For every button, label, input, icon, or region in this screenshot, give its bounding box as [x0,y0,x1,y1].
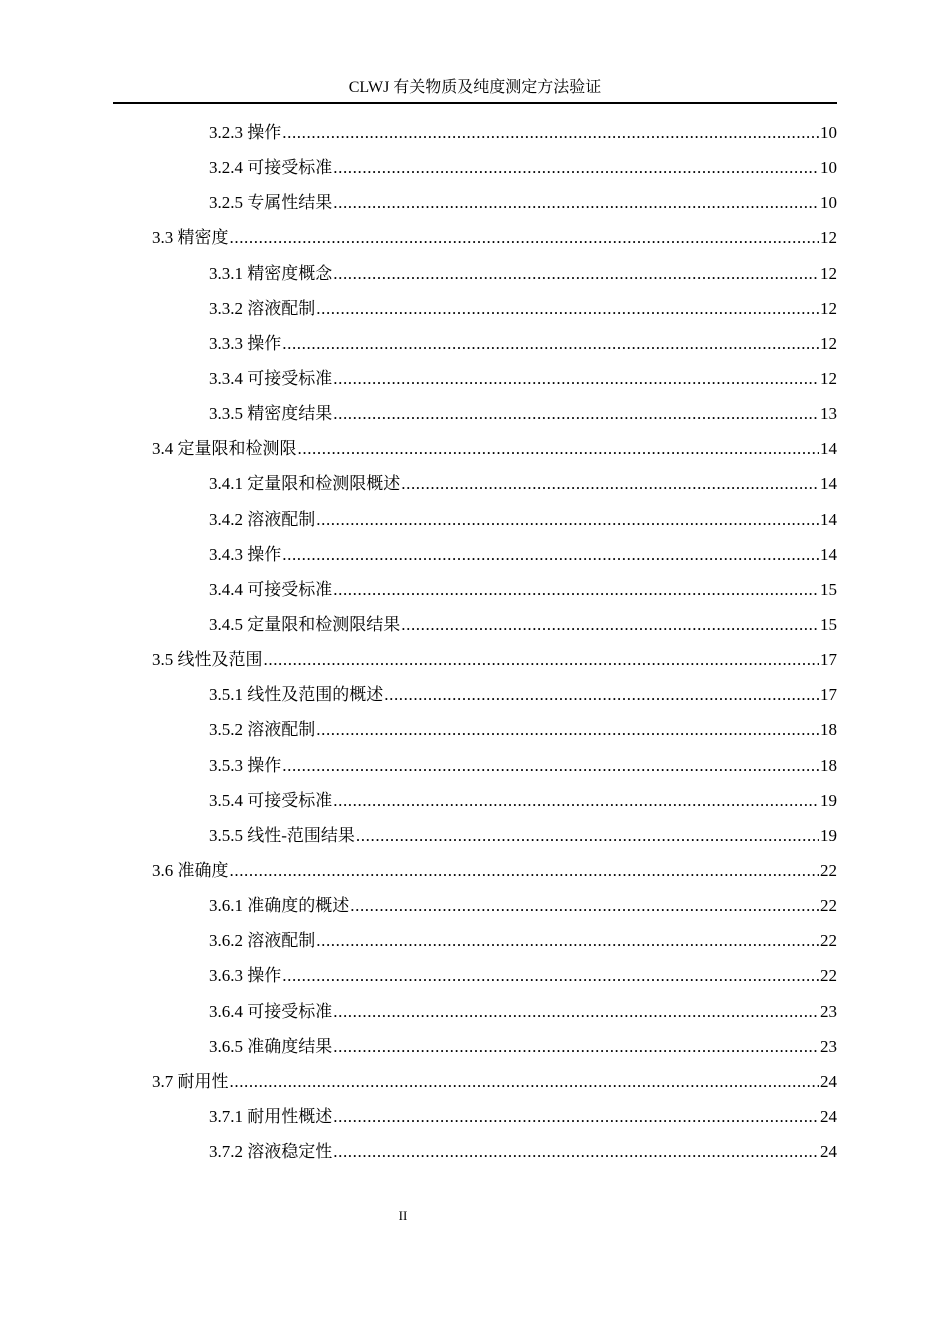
toc-dot-leader [356,826,819,846]
toc-entry-title: 3.5.4 可接受标准 [209,790,333,810]
toc-entry-page: 22 [820,966,837,986]
toc-dot-leader [298,439,820,459]
toc-entry-page: 10 [820,158,837,178]
toc-entry-title: 3.4.4 可接受标准 [209,579,333,599]
toc-entry[interactable] [0,429,950,464]
toc-entry-page: 19 [820,825,837,845]
toc-dot-leader [350,896,819,916]
toc-dot-leader [316,299,819,319]
toc-entry-page: 12 [820,298,837,318]
toc-entry[interactable] [0,746,950,781]
toc-entry-page: 24 [820,1071,837,1091]
toc-entry[interactable] [0,851,950,886]
toc-entry-title: 3.3.1 精密度概念 [209,263,333,283]
toc-entry-page: 22 [820,861,837,881]
toc-dot-leader [333,1142,819,1162]
toc-dot-leader [282,545,819,565]
toc-entry[interactable] [0,183,950,218]
toc-entry-page: 22 [820,896,837,916]
toc-entry-page: 24 [820,1107,837,1126]
toc-entry-title: 3.7 耐用性 [152,1071,229,1091]
toc-dot-leader [316,510,819,530]
toc-entry[interactable] [0,1132,950,1167]
toc-entry-title: 3.7.2 溶液稳定性 [209,1142,333,1162]
toc-entry-page: 22 [820,931,837,951]
toc-entry-page: 14 [820,439,837,459]
toc-entry[interactable] [0,535,950,570]
toc-entry-title: 3.6.4 可接受标准 [209,1001,333,1021]
toc-entry-page: 14 [820,544,837,564]
toc-entry-title: 3.4.3 操作 [209,544,282,564]
toc-entry-title: 3.3.3 操作 [209,333,282,353]
toc-entry[interactable] [0,218,950,253]
toc-entry-page: 14 [820,509,837,529]
toc-entry-title: 3.7.1 耐用性概述 [209,1107,333,1126]
toc-dot-leader [384,685,819,705]
toc-dot-leader [333,404,819,424]
toc-entry[interactable] [0,640,950,675]
toc-dot-leader [333,580,819,600]
toc-entry-page: 18 [820,720,837,740]
toc-entry-page: 14 [820,474,837,494]
toc-entry-title: 3.4.1 定量限和检测限概述 [209,474,401,494]
toc-dot-leader [230,861,820,881]
toc-entry-page: 18 [820,755,837,775]
toc-dot-leader [316,720,819,740]
toc-entry-title: 3.4 定量限和检测限 [152,439,297,459]
toc-dot-leader [333,1002,819,1022]
toc-entry-title: 3.2.5 专属性结果 [209,193,333,213]
toc-entry-title: 3.6.2 溶液配制 [209,931,316,951]
toc-entry-page: 13 [820,404,837,424]
toc-entry[interactable] [0,113,950,148]
toc-entry-page: 17 [820,685,837,705]
toc-entry-title: 3.5.2 溶液配制 [209,720,316,740]
toc-entry[interactable] [0,464,950,499]
toc-entry[interactable] [0,956,950,991]
toc-entry-title: 3.6.5 准确度结果 [209,1036,333,1056]
toc-entry-page: 24 [820,1142,837,1162]
toc-entry-page: 10 [820,193,837,213]
toc-entry-title: 3.3.4 可接受标准 [209,369,333,389]
toc-dot-leader [401,615,819,635]
toc-entry[interactable] [0,289,950,324]
toc-entry-title: 3.6.3 操作 [209,966,282,986]
toc-entry[interactable] [0,710,950,745]
toc-entry-page: 23 [820,1001,837,1021]
toc-dot-leader [333,369,819,389]
toc-entry-title: 3.2.4 可接受标准 [209,158,333,178]
toc-entry-page: 12 [820,333,837,353]
toc-dot-leader [282,756,819,776]
toc-entry[interactable] [0,886,950,921]
page-header: CLWJ 有关物质及纯度测定方法验证 [348,79,602,96]
toc-entry[interactable] [0,1062,950,1097]
toc-entry-page: 12 [820,369,837,389]
toc-entry[interactable] [0,359,950,394]
toc-entry-title: 3.5.1 线性及范围的概述 [209,685,384,705]
toc-entry-page: 10 [820,123,837,143]
table-of-contents [0,113,950,1167]
toc-entry[interactable] [0,816,950,851]
toc-dot-leader [333,791,819,811]
toc-entry-title: 3.3 精密度 [152,228,229,248]
toc-entry[interactable] [0,394,950,429]
toc-entry-title: 3.6 准确度 [152,861,229,881]
toc-entry-title: 3.3.2 溶液配制 [209,298,316,318]
toc-dot-leader [333,264,819,284]
toc-entry-title: 3.4.2 溶液配制 [209,509,316,529]
toc-entry-title: 3.5.5 线性-范围结果 [209,825,355,845]
toc-dot-leader [333,158,819,178]
header-rule [113,102,837,104]
toc-entry[interactable] [0,1097,950,1132]
toc-dot-leader [282,123,819,143]
toc-dot-leader [230,228,820,248]
page-number: II [398,1208,408,1223]
toc-entry[interactable] [0,324,950,359]
toc-entry-page: 17 [820,650,837,670]
toc-entry[interactable] [0,675,950,710]
toc-entry[interactable] [0,605,950,640]
toc-entry[interactable] [0,254,950,289]
toc-dot-leader [282,966,819,986]
toc-entry[interactable] [0,992,950,1027]
toc-entry-title: 3.6.1 准确度的概述 [209,896,350,916]
toc-entry[interactable] [0,781,950,816]
toc-dot-leader [282,334,819,354]
toc-entry[interactable] [0,148,950,183]
toc-entry-page: 23 [820,1036,837,1056]
toc-entry[interactable] [0,500,950,535]
toc-entry-page: 15 [820,615,837,635]
toc-entry-title: 3.4.5 定量限和检测限结果 [209,615,401,635]
toc-entry-page: 12 [820,228,837,248]
toc-entry-title: 3.2.3 操作 [209,123,282,143]
toc-dot-leader [401,474,819,494]
toc-dot-leader [316,931,819,951]
toc-entry[interactable] [0,921,950,956]
toc-entry-page: 12 [820,263,837,283]
toc-entry-page: 15 [820,579,837,599]
toc-entry-title: 3.5 线性及范围 [152,650,263,670]
toc-dot-leader [333,1107,819,1127]
toc-dot-leader [230,1072,820,1092]
toc-entry[interactable] [0,570,950,605]
toc-dot-leader [264,650,820,670]
toc-entry-title: 3.5.3 操作 [209,755,282,775]
toc-entry-title: 3.3.5 精密度结果 [209,404,333,424]
toc-dot-leader [333,193,819,213]
toc-entry[interactable] [0,1027,950,1062]
toc-dot-leader [333,1037,819,1057]
toc-entry-page: 19 [820,790,837,810]
